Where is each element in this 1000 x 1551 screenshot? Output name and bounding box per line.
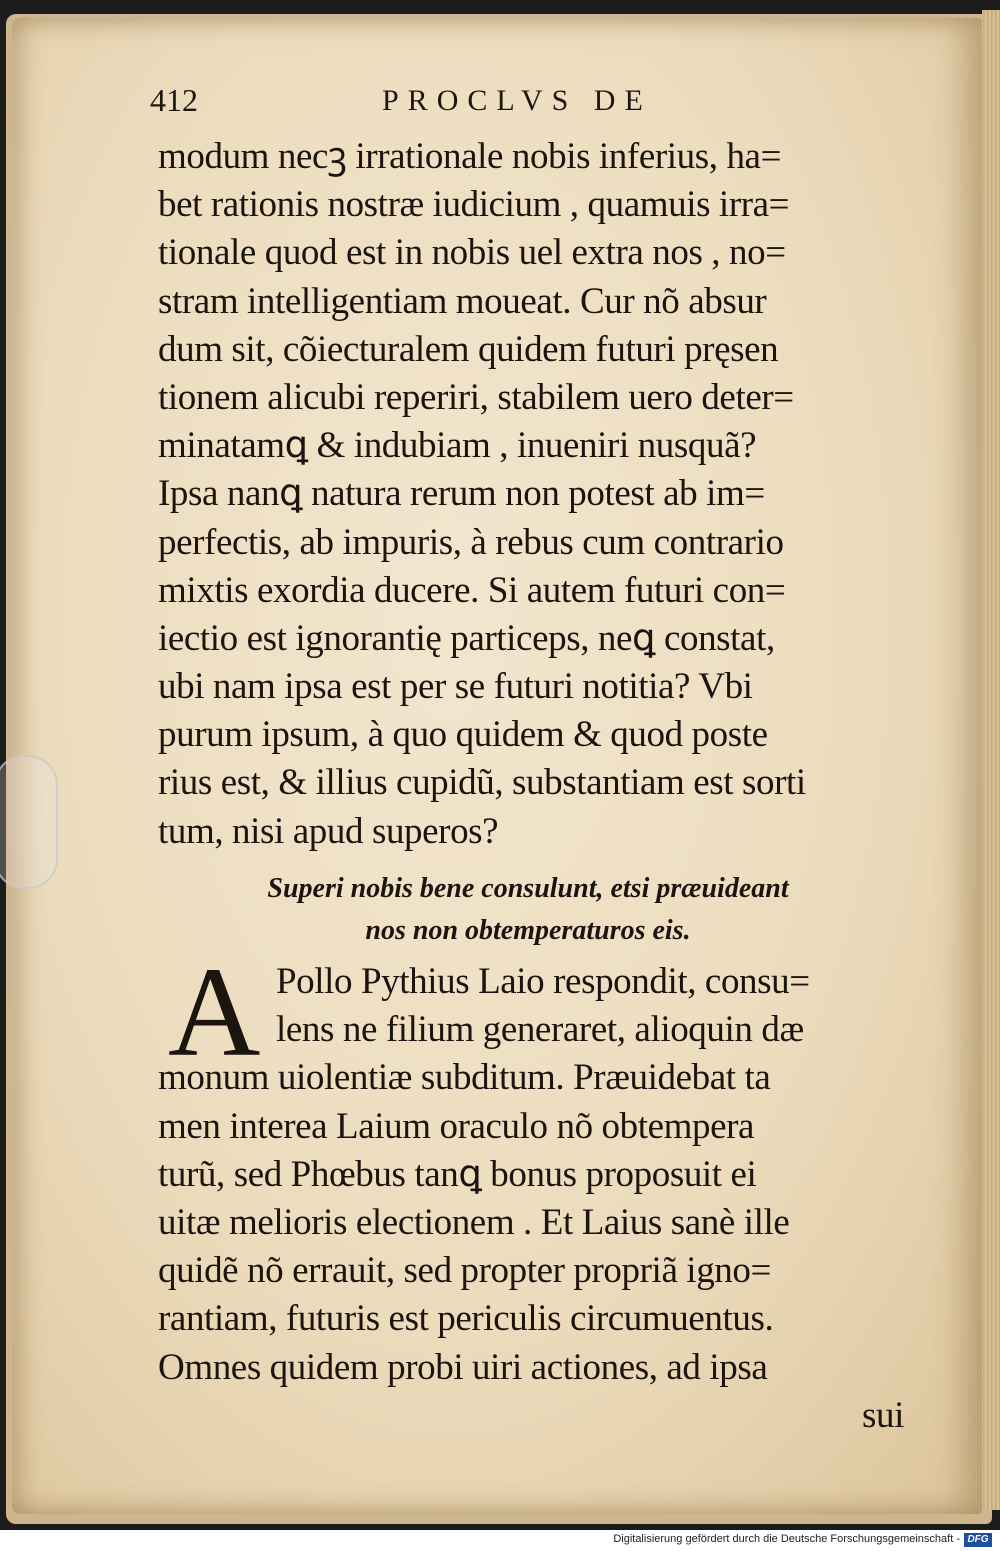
catchword: sui (862, 1394, 904, 1436)
page-number: 412 (150, 82, 198, 118)
footer-bar (0, 1530, 1000, 1551)
text-line: modum necꝫ irrationale nobis inferius, ha= (158, 136, 782, 177)
page-header (150, 82, 850, 124)
page-clip (0, 755, 58, 889)
text-line: ubi nam ipsa est per se futuri notitia? Vbi (158, 666, 753, 708)
section-heading-line: nos non obtemperaturos eis. (365, 915, 691, 946)
text-line: stram intelligentiam moueat. Cur nõ absur (158, 280, 767, 322)
text-line: rantiam, futuris est periculis circumuentus. (158, 1298, 774, 1340)
section-heading-line: Superi nobis bene consulunt, etsi præuideant (267, 873, 789, 904)
text-line: dum sit, cõiecturalem quidem futuri pręsen (158, 328, 779, 370)
text-line: tum, nisi apud superos? (158, 810, 499, 852)
text-line: lens ne filium generaret, alioquin dæ (276, 1009, 804, 1051)
text-line: bet rationis nostræ iudicium , quamuis irra= (158, 184, 790, 226)
running-title: PROCLVS DE (382, 84, 652, 117)
text-line: monum uiolentiæ subditum. Præuidebat ta (158, 1057, 771, 1099)
text-line: minatamꝗ & indubiam , inueniri nusquã? (158, 425, 757, 467)
text-line: rius est, & illius cupidũ, substantiam est sorti (158, 762, 806, 804)
text-line: Ipsa nanꝗ natura rerum non potest ab im= (158, 473, 765, 515)
drop-cap: A (168, 941, 261, 1083)
section-text (158, 941, 918, 1440)
page-edge-stack (982, 10, 1000, 1510)
text-line: perfectis, ab impuris, à rebus cum contrario (158, 521, 784, 563)
text-line: turũ, sed Phœbus tanꝗ bonus proposuit ei (158, 1153, 757, 1195)
funding-note: Digitalisierung gefördert durch die Deutsche Forschungsgemeinschaft - (613, 1533, 960, 1545)
text-line: men interea Laium oraculo nõ obtempera (158, 1105, 755, 1147)
text-line: Omnes quidem probi uiri actiones, ad ipsa (158, 1346, 768, 1388)
section-heading (158, 868, 898, 952)
text-line: purum ipsum, à quo quidem & quod poste (158, 714, 768, 756)
body-text (158, 133, 918, 856)
text-line: mixtis exordia ducere. Si autem futuri con= (158, 569, 786, 611)
text-line: uitæ melioris electionem . Et Laius sanè ille (158, 1201, 790, 1243)
text-line: iectio est ignorantię particeps, neꝗ constat, (158, 617, 775, 659)
text-line: quidẽ nõ errauit, sed propter propriã igno= (158, 1250, 771, 1292)
text-line: tionem alicubi reperiri, stabilem uero deter= (158, 376, 794, 418)
dfg-logo: DFG (964, 1533, 992, 1547)
text-line: tionale quod est in nobis uel extra nos , no= (158, 232, 786, 274)
text-line: Pollo Pythius Laio respondit, consu= (276, 961, 810, 1002)
